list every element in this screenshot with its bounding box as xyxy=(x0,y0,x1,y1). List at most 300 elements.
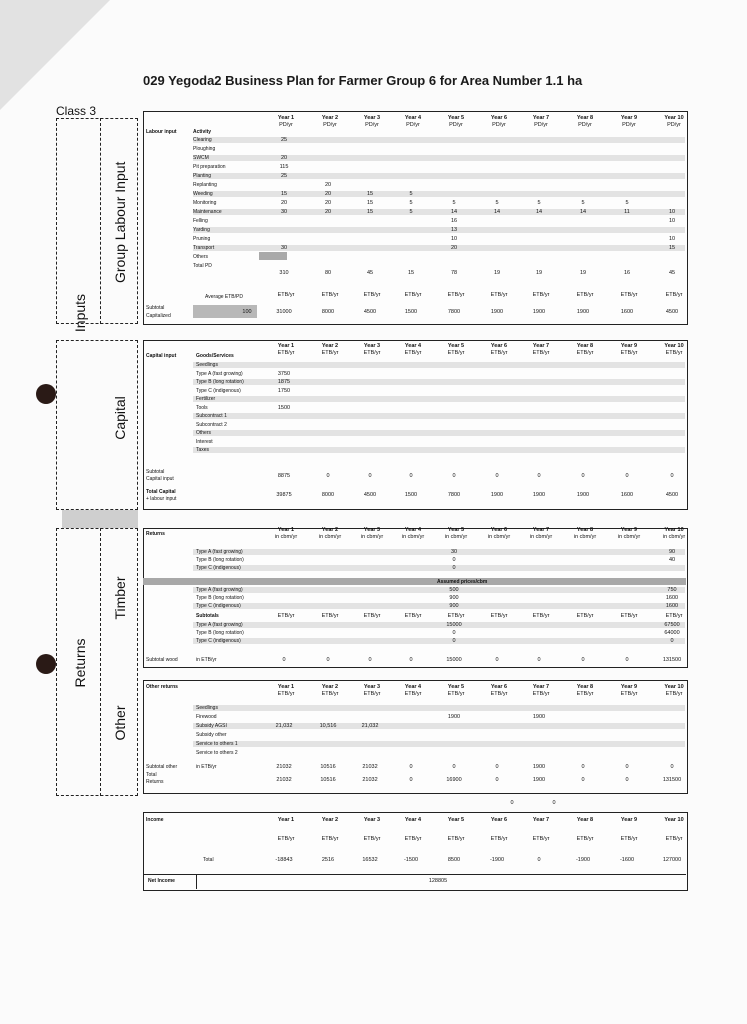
labour-activity-label: Others xyxy=(193,254,209,260)
labour-pd-cell: 19 xyxy=(535,270,543,276)
capital-total-cell: 7800 xyxy=(447,492,461,498)
labour-pd-cell: 20 xyxy=(324,191,332,197)
labour-year-header: Year 7 xyxy=(532,115,550,121)
punch-hole-bottom xyxy=(36,654,56,674)
capital-corner-label: Capital input xyxy=(146,353,177,359)
row-band xyxy=(193,155,685,161)
net-income-line xyxy=(144,874,686,875)
timber-subtotal-cell: 0 xyxy=(409,657,413,663)
timber-price-label: Type B (long rotation) xyxy=(196,595,244,601)
capital-row-cell: 1500 xyxy=(277,404,291,411)
other-year-header: Year 1 xyxy=(277,684,295,690)
labour-etb-unit: ETB/yr xyxy=(490,292,508,298)
timber-subtotal-cell: 131500 xyxy=(662,657,682,663)
other-unit-header: ETB/yr xyxy=(620,691,638,697)
labour-etb-unit: ETB/yr xyxy=(404,292,422,298)
timber-year-header: Year 8 xyxy=(576,527,594,533)
timber-subtotal-cell: 0 xyxy=(581,657,585,663)
other-subtotal-label: Subtotal other xyxy=(146,764,178,770)
timber-price-cell: 1600 xyxy=(665,595,679,601)
capital-unit-header: ETB/yr xyxy=(321,350,339,356)
timber-volume-cell: 30 xyxy=(450,549,458,555)
labour-unit-header: PD/yr xyxy=(406,122,420,128)
other-row-label: Seedlings xyxy=(196,705,218,711)
other-row-label: Subsidy AGSI xyxy=(196,723,227,729)
row-band xyxy=(193,379,685,385)
capital-row-label: Subcontract 1 xyxy=(196,413,227,419)
income-total-cell: -1500 xyxy=(403,857,419,863)
timber-year-header: Year 5 xyxy=(447,527,465,533)
other-unit-header: ETB/yr xyxy=(277,691,295,697)
other-unit-header: ETB/yr xyxy=(321,691,339,697)
labour-etb-unit: ETB/yr xyxy=(447,292,465,298)
labour-pd-cell: 16 xyxy=(450,218,458,224)
labour-capitalized-label: Capitalized xyxy=(146,313,171,319)
capital-unit-header: ETB/yr xyxy=(447,350,465,356)
other-year-header: Year 4 xyxy=(404,684,422,690)
other-subtotal-cell: 1900 xyxy=(532,764,546,770)
capital-year-header: Year 2 xyxy=(321,343,339,349)
income-total-cell: 127000 xyxy=(662,857,682,863)
other-row-cell: 1900 xyxy=(447,714,461,720)
timber-price-cell: 900 xyxy=(449,603,459,609)
assumed-prices-band xyxy=(143,578,686,585)
labour-etb-unit: ETB/yr xyxy=(620,292,638,298)
labour-subtotal-cell: 31000 xyxy=(276,309,292,315)
labour-activity-label: Ploughing xyxy=(193,146,216,152)
labour-unit-header: PD/yr xyxy=(323,122,337,128)
labour-etb-unit: ETB/yr xyxy=(321,292,339,298)
row-band xyxy=(193,173,685,179)
income-year-header: Year 9 xyxy=(620,817,638,823)
labour-corner-label: Labour input xyxy=(146,129,177,135)
other-year-header: Year 3 xyxy=(363,684,381,690)
timber-subtotal-cell: 0 xyxy=(537,657,541,663)
other-subtotal-cell: 0 xyxy=(625,764,629,770)
capital-row-label: Type C (indigenous) xyxy=(196,387,241,394)
labour-activity-label: Monitoring xyxy=(193,200,217,206)
capital-year-header: Year 9 xyxy=(620,343,638,349)
timber-volume-label: Type C (indigenous) xyxy=(196,565,241,571)
other-total-cell: 21032 xyxy=(362,777,378,783)
other-total-cell: 131500 xyxy=(662,777,682,783)
timber-value-cell: 0 xyxy=(452,638,456,644)
capital-subtotal-cell: 0 xyxy=(581,473,585,479)
income-corner-label: Income xyxy=(146,817,164,823)
timber-volume-cell: 90 xyxy=(668,549,676,555)
labour-pd-cell: 10 xyxy=(668,209,676,215)
timber-value-label: Type C (indigenous) xyxy=(196,638,241,644)
timber-subtotal-cell: 0 xyxy=(495,657,499,663)
income-year-header: Year 8 xyxy=(576,817,594,823)
capital-row-cell: 1875 xyxy=(277,379,291,385)
income-unit-header: ETB/yr xyxy=(576,836,594,842)
timber-unit-header: in cbm/yr xyxy=(662,534,686,540)
labour-activity-label: Total PD xyxy=(193,263,212,269)
labour-unit-header: PD/yr xyxy=(622,122,636,128)
row-band xyxy=(193,723,685,729)
labour-activity-label: Felling xyxy=(193,218,208,224)
income-year-header: Year 3 xyxy=(363,817,381,823)
income-year-header: Year 10 xyxy=(664,817,684,823)
income-unit-header: ETB/yr xyxy=(404,836,422,842)
income-unit-header: ETB/yr xyxy=(277,836,295,842)
row-band xyxy=(193,565,685,571)
labour-pd-cell: 19 xyxy=(579,270,587,276)
other-year-header: Year 10 xyxy=(664,684,684,690)
labour-etb-unit: ETB/yr xyxy=(576,292,594,298)
timber-unit-header: in cbm/yr xyxy=(360,534,384,540)
income-total-cell: 16532 xyxy=(362,857,378,863)
net-income-label: Net Income xyxy=(148,878,175,884)
labour-unit-header: PD/yr xyxy=(578,122,592,128)
capital-total-cell: 1600 xyxy=(620,492,634,498)
labour-activity-label: SWCM xyxy=(193,155,209,161)
labour-activity-label: Clearing xyxy=(193,137,212,143)
timber-corner-label: Returns xyxy=(146,531,165,537)
timber-year-header: Year 10 xyxy=(664,527,684,533)
income-year-header: Year 7 xyxy=(532,817,550,823)
row-band xyxy=(193,137,685,143)
capital-subtotal-cell: 0 xyxy=(537,473,541,479)
below-value-2: 0 xyxy=(552,800,556,806)
income-total-cell: 2516 xyxy=(321,857,335,863)
labour-pd-cell: 20 xyxy=(280,155,288,161)
row-band xyxy=(193,741,685,747)
capital-subtotal-cell: 0 xyxy=(452,473,456,479)
timber-subtotal-cell: 0 xyxy=(625,657,629,663)
income-total-cell: -1900 xyxy=(575,857,591,863)
capital-row-label: Others xyxy=(196,430,212,436)
labour-pd-cell: 115 xyxy=(279,164,289,170)
timber-price-cell: 1600 xyxy=(665,603,679,609)
other-row-cell: 21,032 xyxy=(275,723,293,729)
labour-pd-cell: 20 xyxy=(450,245,458,251)
capital-year-header: Year 8 xyxy=(576,343,594,349)
timber-unit-header: in cbm/yr xyxy=(274,534,298,540)
labour-subtotal-cell: 7800 xyxy=(447,309,461,315)
labour-unit-header: PD/yr xyxy=(492,122,506,128)
capital-year-header: Year 10 xyxy=(664,343,684,349)
labour-subtotal-cell: 1500 xyxy=(404,309,418,315)
other-unit-header: ETB/yr xyxy=(447,691,465,697)
capital-row-label: Taxes xyxy=(196,447,210,453)
inputs-label: Inputs xyxy=(72,293,88,333)
capital-row-cell: 3750 xyxy=(277,370,291,377)
document-title: 029 Yegoda2 Business Plan for Farmer Group 6 for Area Number 1.1 ha xyxy=(143,73,583,88)
income-total-cell: 0 xyxy=(537,857,541,863)
row-band xyxy=(193,447,685,453)
income-unit-header: ETB/yr xyxy=(363,836,381,842)
timber-price-cell: 500 xyxy=(449,587,459,593)
income-unit-header: ETB/yr xyxy=(665,836,683,842)
labour-pd-cell: 5 xyxy=(452,200,456,206)
labour-pd-cell: 13 xyxy=(450,227,458,233)
row-band xyxy=(193,413,685,419)
timber-value-cell: 15000 xyxy=(446,622,462,628)
income-unit-header: ETB/yr xyxy=(447,836,465,842)
labour-activity-label: Pit preparation xyxy=(193,164,226,170)
labour-pd-cell: 10 xyxy=(450,236,458,242)
other-subtotal-cell: 0 xyxy=(670,764,674,770)
labour-activity-label: Transport xyxy=(193,245,215,251)
labour-year-header: Year 5 xyxy=(447,115,465,121)
labour-year-header: Year 8 xyxy=(576,115,594,121)
other-total-cell: 0 xyxy=(495,777,499,783)
capital-subtotal-label: Subtotal xyxy=(146,469,165,475)
capital-unit-header: ETB/yr xyxy=(363,350,381,356)
capital-unit-header: ETB/yr xyxy=(277,350,295,356)
labour-pd-cell: 45 xyxy=(668,270,676,276)
timber-year-header: Year 6 xyxy=(490,527,508,533)
labour-subtotal-cell: 1900 xyxy=(576,309,590,315)
timber-year-header: Year 7 xyxy=(532,527,550,533)
row-band xyxy=(193,245,685,251)
timber-unit-header: in cbm/yr xyxy=(573,534,597,540)
labour-pd-cell: 20 xyxy=(280,200,288,206)
avg-etb-value: 100 xyxy=(242,309,252,315)
labour-pd-cell: 5 xyxy=(409,209,413,215)
labour-pd-cell: 5 xyxy=(409,191,413,197)
labour-subtotal-cell: 8000 xyxy=(321,309,335,315)
labour-pd-cell: 14 xyxy=(493,209,501,215)
labour-subtotal-label: Subtotal xyxy=(146,305,165,311)
labour-subtotal-cell: 1600 xyxy=(620,309,634,315)
labour-pd-cell: 5 xyxy=(625,200,629,206)
avg-etb-label: Average ETB/PD xyxy=(205,294,243,300)
labour-year-header: Year 2 xyxy=(321,115,339,121)
labour-pd-cell: 30 xyxy=(280,209,288,215)
capital-row-label: Interest xyxy=(196,438,213,445)
other-row-label: Service to others 1 xyxy=(196,741,238,747)
other-corner-label: Other returns xyxy=(146,684,178,690)
labour-subtotal-cell: 1900 xyxy=(490,309,504,315)
capital-total-cell: 1900 xyxy=(532,492,546,498)
timber-etb-unit: ETB/yr xyxy=(404,613,422,619)
labour-pd-cell: 20 xyxy=(324,209,332,215)
capital-year-header: Year 6 xyxy=(490,343,508,349)
capital-total-cell: 1900 xyxy=(576,492,590,498)
timber-subtotal-cell: 0 xyxy=(326,657,330,663)
timber-price-cell: 900 xyxy=(449,595,459,601)
labour-etb-unit: ETB/yr xyxy=(532,292,550,298)
row-band xyxy=(193,191,685,197)
other-subtotal-cell: 21032 xyxy=(362,764,378,770)
grey-gap-block xyxy=(62,510,138,528)
row-band xyxy=(193,622,685,628)
labour-pd-cell: 14 xyxy=(450,209,458,215)
capital-year-header: Year 3 xyxy=(363,343,381,349)
other-subtotal-cell: 0 xyxy=(581,764,585,770)
timber-etb-unit: ETB/yr xyxy=(277,613,295,619)
timber-volume-cell: 0 xyxy=(452,557,456,563)
timber-etb-unit: ETB/yr xyxy=(490,613,508,619)
labour-pd-cell: 5 xyxy=(581,200,585,206)
labour-year-header: Year 6 xyxy=(490,115,508,121)
labour-pd-cell: 45 xyxy=(366,270,374,276)
timber-etb-unit: ETB/yr xyxy=(665,613,683,619)
capital-unit-header: ETB/yr xyxy=(490,350,508,356)
subtotal-wood-label: Subtotal wood xyxy=(146,657,178,663)
other-unit-header: ETB/yr xyxy=(363,691,381,697)
income-unit-header: ETB/yr xyxy=(620,836,638,842)
punch-hole-top xyxy=(36,384,56,404)
labour-pd-cell: 5 xyxy=(409,200,413,206)
returns-dashed-divider xyxy=(100,528,101,796)
row-band xyxy=(193,396,685,402)
other-row-cell: 1900 xyxy=(532,714,546,720)
timber-subtotal-cell: 0 xyxy=(282,657,286,663)
capital-row-label: Seedlings xyxy=(196,362,218,368)
capital-total-label2: + labour input xyxy=(146,496,177,502)
other-year-header: Year 7 xyxy=(532,684,550,690)
capital-row-label: Subcontract 2 xyxy=(196,421,227,428)
capital-total-cell: 1500 xyxy=(404,492,418,498)
capital-unit-header: ETB/yr xyxy=(620,350,638,356)
capital-subtotal-label2: Capital input xyxy=(146,476,174,482)
labour-pd-cell: 5 xyxy=(537,200,541,206)
capital-subtotal-cell: 0 xyxy=(495,473,499,479)
row-band xyxy=(193,638,685,644)
labour-pd-cell: 20 xyxy=(324,182,332,188)
timber-subtotals-label: Subtotals xyxy=(196,613,219,619)
labour-pd-cell: 19 xyxy=(493,270,501,276)
labour-pd-cell: 14 xyxy=(535,209,543,215)
income-unit-header: ETB/yr xyxy=(490,836,508,842)
labour-subtotal-cell: 1900 xyxy=(532,309,546,315)
capital-unit-header: ETB/yr xyxy=(532,350,550,356)
capital-total-cell: 1900 xyxy=(490,492,504,498)
timber-price-label: Type A (fast growing) xyxy=(196,587,243,593)
capital-subtotal-cell: 0 xyxy=(409,473,413,479)
labour-pd-cell: 15 xyxy=(366,200,374,206)
capital-row-label: Fertilizer xyxy=(196,396,216,402)
timber-unit-header: in cbm/yr xyxy=(487,534,511,540)
other-year-header: Year 6 xyxy=(490,684,508,690)
timber-etb-unit: ETB/yr xyxy=(447,613,465,619)
labour-activity-label: Replanting xyxy=(193,182,217,188)
labour-pd-cell: 15 xyxy=(366,191,374,197)
timber-value-label: Type B (long rotation) xyxy=(196,630,244,636)
timber-value-cell: 67500 xyxy=(664,622,680,628)
income-year-header: Year 4 xyxy=(404,817,422,823)
other-unit-header: ETB/yr xyxy=(665,691,683,697)
labour-etb-unit: ETB/yr xyxy=(665,292,683,298)
labour-activity-label: Pruning xyxy=(193,236,211,242)
other-row-label: Service to others 2 xyxy=(196,750,238,756)
labour-activity-label: Maintenance xyxy=(193,209,222,215)
capital-unit-header: ETB/yr xyxy=(576,350,594,356)
timber-price-cell: 750 xyxy=(667,587,677,593)
timber-etb-unit: ETB/yr xyxy=(321,613,339,619)
timber-value-cell: 0 xyxy=(452,630,456,636)
labour-pd-cell: 15 xyxy=(366,209,374,215)
group-labour-label: Group Labour Input xyxy=(112,161,128,283)
labour-unit-header: PD/yr xyxy=(449,122,463,128)
timber-volume-label: Type A (fast growing) xyxy=(196,549,243,555)
income-total-cell: -18843 xyxy=(275,857,293,863)
capital-total-cell: 8000 xyxy=(321,492,335,498)
timber-subtotal-cell: 15000 xyxy=(446,657,462,663)
timber-volume-label: Type B (long rotation) xyxy=(196,557,244,563)
timber-year-header: Year 1 xyxy=(277,527,295,533)
labour-pd-cell: 310 xyxy=(279,270,289,276)
other-total-cell: 16900 xyxy=(446,777,462,783)
labour-etb-unit: ETB/yr xyxy=(277,292,295,298)
labour-year-header: Year 9 xyxy=(620,115,638,121)
income-year-header: Year 2 xyxy=(321,817,339,823)
other-subtotal-cell: 0 xyxy=(409,764,413,770)
returns-label: Returns xyxy=(72,638,88,688)
labour-subtotal-cell: 4500 xyxy=(363,309,377,315)
timber-unit-header: in cbm/yr xyxy=(444,534,468,540)
timber-unit-header: in cbm/yr xyxy=(401,534,425,540)
other-subtotal-cell: 0 xyxy=(452,764,456,770)
capital-subtotal-cell: 0 xyxy=(326,473,330,479)
timber-volume-cell: 40 xyxy=(668,557,676,563)
timber-unit-header: in cbm/yr xyxy=(318,534,342,540)
labour-pd-cell: 80 xyxy=(324,270,332,276)
timber-value-cell: 64000 xyxy=(664,630,680,636)
labour-pd-cell: 30 xyxy=(280,245,288,251)
income-year-header: Year 1 xyxy=(277,817,295,823)
capital-year-header: Year 5 xyxy=(447,343,465,349)
labour-pd-cell: 16 xyxy=(623,270,631,276)
other-row-cell: 21,032 xyxy=(361,723,379,729)
other-total-label2: Returns xyxy=(146,779,164,785)
labour-subtotal-cell: 4500 xyxy=(665,309,679,315)
capital-subtotal-cell: 0 xyxy=(368,473,372,479)
other-row-label: Subsidy other xyxy=(196,732,227,738)
labour-pd-cell: 25 xyxy=(280,137,288,143)
other-total-label: Total xyxy=(146,772,157,778)
other-year-header: Year 5 xyxy=(447,684,465,690)
row-band xyxy=(193,705,685,711)
row-band xyxy=(193,362,685,368)
other-total-cell: 21032 xyxy=(276,777,292,783)
capital-row-label: Type A (fast growing) xyxy=(196,370,243,377)
labour-year-header: Year 4 xyxy=(404,115,422,121)
other-unit-header: ETB/yr xyxy=(490,691,508,697)
goods-header: Goods/Services xyxy=(196,353,234,359)
labour-unit-header: PD/yr xyxy=(365,122,379,128)
labour-year-header: Year 3 xyxy=(363,115,381,121)
transport-shaded-cell xyxy=(259,252,287,260)
assumed-prices-label: Assumed prices/cbm xyxy=(437,579,488,585)
activity-header: Activity xyxy=(193,129,212,135)
capital-subtotal-cell: 8875 xyxy=(277,473,291,479)
other-total-cell: 1900 xyxy=(532,777,546,783)
timber-unit-header: in cbm/yr xyxy=(529,534,553,540)
labour-activity-label: Planting xyxy=(193,173,212,179)
labour-pd-cell: 20 xyxy=(324,200,332,206)
labour-year-header: Year 10 xyxy=(664,115,684,121)
other-year-header: Year 9 xyxy=(620,684,638,690)
row-band xyxy=(193,549,685,555)
capital-row-label: Type B (long rotation) xyxy=(196,379,244,385)
other-total-cell: 0 xyxy=(409,777,413,783)
labour-unit-header: PD/yr xyxy=(667,122,681,128)
labour-pd-cell: 14 xyxy=(579,209,587,215)
labour-activity-label: Yarding xyxy=(193,227,210,233)
other-label: Other xyxy=(112,705,128,741)
labour-dashed-divider xyxy=(100,118,101,324)
subtotal-wood-unit: in ETB/yr xyxy=(196,657,217,663)
capital-total-cell: 4500 xyxy=(665,492,679,498)
other-year-header: Year 8 xyxy=(576,684,594,690)
labour-unit-header: PD/yr xyxy=(279,122,293,128)
timber-etb-unit: ETB/yr xyxy=(576,613,594,619)
